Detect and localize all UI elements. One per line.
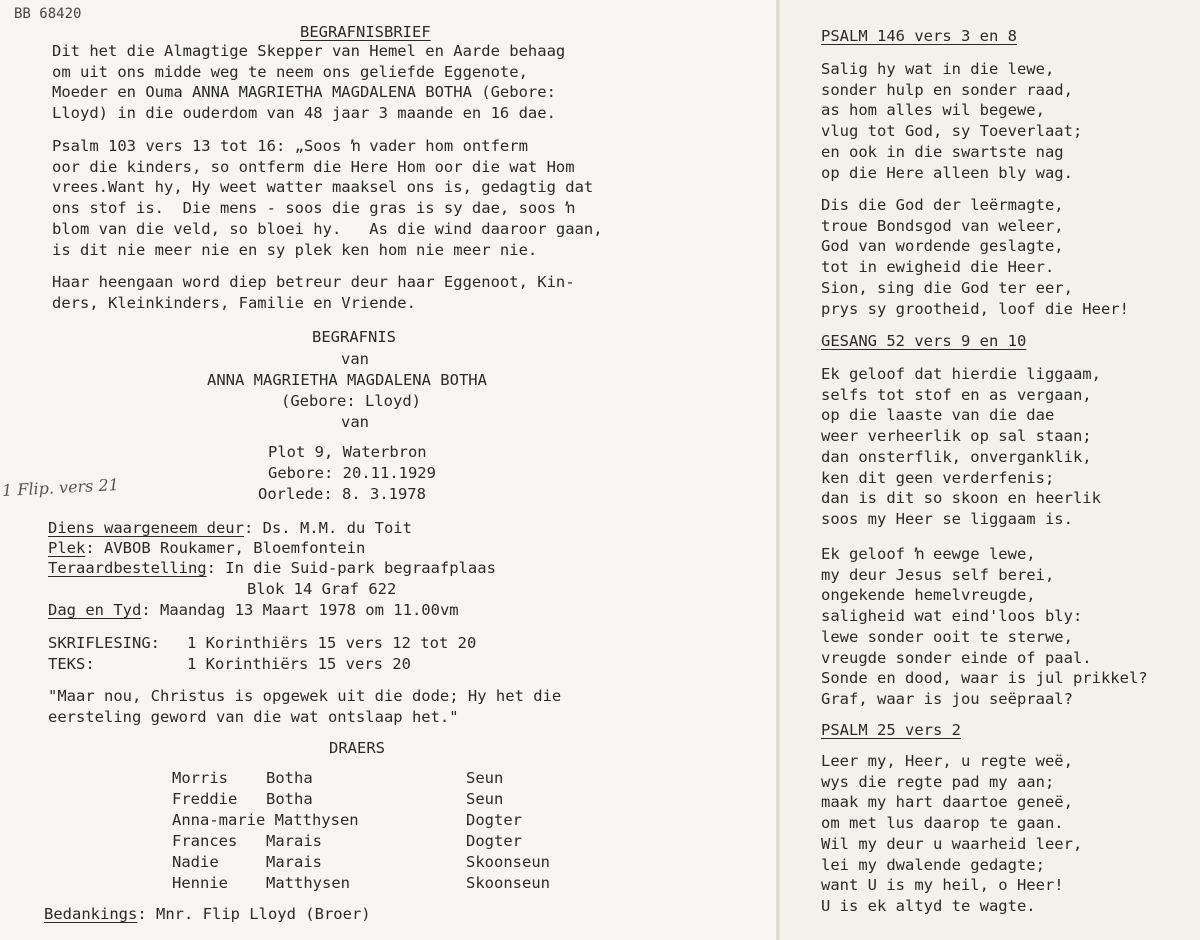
reading-value: 1 Korinthiërs 15 vers 12 tot 20: [187, 634, 477, 652]
datetime-label: Dag en Tyd: [48, 601, 142, 619]
bearer-relation: Seun: [466, 790, 504, 808]
place-label: Plek: [48, 539, 86, 557]
hymn-stanza: Ek geloof dat hierdie liggaam, selfs tot stof en as vergaan, op die laaste van die dae weer verheerlik op sal staan; dan onsterflik, onverganklik, ken dit geen verderfenis; dan is dit so skoon en heerlik soos my Heer se liggaam is.: [821, 365, 1101, 528]
bearer-last-name: Botha: [266, 769, 313, 787]
bearer-relation: Skoonseun: [466, 853, 550, 871]
thanks-label: Bedankings: [44, 905, 138, 923]
datetime-line: [48, 600, 459, 620]
handwritten-note: 1 Flip. vers 21: [1, 474, 120, 501]
hymn-stanza: Dis die God der leërmagte, troue Bondsgod van weleer, God van wordende geslagte, tot in ewigheid die Heer. Sion, sing die God ter eer, prys sy grootheid, loof die Heer!: [821, 196, 1129, 318]
funeral-title: BEGRAFNIS: [312, 328, 396, 346]
bearer-last-name: Marais: [266, 832, 322, 850]
bearer-first-name: Morris: [172, 769, 228, 787]
burial-value: : In die Suid-park begraafplaas: [206, 559, 496, 577]
bearer-first-name: Freddie: [172, 790, 238, 808]
reading-label: SKRIFLESING:: [48, 634, 160, 652]
hymn-stanza: Salig hy wat in die lewe, sonder hulp en sonder raad, as hom alles wil begewe, vlug tot God, sy Toeverlaat; en ook in die swartste nag op die Here alleen bly wag.: [821, 60, 1083, 182]
psalm-quote-paragraph: Psalm 103 vers 13 tot 16: „Soos ŉ vader hom ontferm oor die kinders, so ontferm die Here Hom oor die wat Hom vrees.Want hy, Hy weet watter maaksel ons is, gedagtig dat ons stof is. Die mens - soos die gras is sy dae, soos ŉ blom van die veld, so bloei hy. As die wind daaroor gaan, is dit nie meer nie en sy plek ken hom nie meer nie.: [52, 137, 603, 259]
bearer-row: [172, 873, 550, 894]
bearer-row: [172, 810, 550, 831]
text-value: 1 Korinthiërs 15 vers 20: [187, 655, 411, 673]
bearer-first-name: Hennie: [172, 874, 228, 892]
document-id: BB 68420: [14, 6, 82, 22]
burial-plot: Blok 14 Graf 622: [247, 580, 397, 598]
van-text: van: [341, 350, 369, 368]
scripture-quote: "Maar nou, Christus is opgewek uit die dode; Hy het die eersteling geword van die wat ontslaap het.": [48, 687, 562, 726]
bearer-last-name: Matthysen: [266, 874, 350, 892]
bearers-title: DRAERS: [329, 739, 385, 757]
bearer-relation: Dogter: [466, 832, 522, 850]
burial-label: Teraardbestelling: [48, 559, 207, 577]
datetime-value: : Maandag 13 Maart 1978 om 11.00vm: [141, 601, 459, 619]
mourners-paragraph: Haar heengaan word diep betreur deur haar Eggenoot, Kin- ders, Kleinkinders, Familie en Vriende.: [52, 273, 575, 312]
bearer-relation: Skoonseun: [466, 874, 550, 892]
bearer-relation: Dogter: [466, 811, 522, 829]
deceased-name: ANNA MAGRIETHA MAGDALENA BOTHA: [207, 371, 487, 389]
hymn-title-psalm-25: PSALM 25 vers 2: [821, 721, 961, 739]
bearer-last-name: Botha: [266, 790, 313, 808]
bearer-row: [172, 789, 550, 810]
thanks-line: [44, 904, 371, 924]
address: Plot 9, Waterbron: [268, 443, 427, 461]
bearer-first-name: Frances: [172, 832, 238, 850]
death-date: Oorlede: 8. 3.1978: [258, 485, 426, 503]
place-line: [48, 538, 365, 558]
bearers-table: [172, 768, 550, 894]
bearer-first-name: Nadie: [172, 853, 219, 871]
hymn-title-gesang-52: GESANG 52 vers 9 en 10: [821, 332, 1027, 350]
maiden-name: (Gebore: Lloyd): [281, 392, 421, 410]
bearer-last-name: Marais: [266, 853, 322, 871]
page-fold: [776, 0, 780, 940]
hymn-stanza: Leer my, Heer, u regte weë, wys die regte pad my aan; maak my hart daartoe geneë, om met lus daarop te gaan. Wil my deur u waarheid leer, lei my dwalende gedagte; want U is my heil, o Heer! U is ek altyd te wagte.: [821, 752, 1083, 915]
service-value: : Ds. M.M. du Toit: [243, 519, 412, 537]
bearer-row: [172, 768, 550, 789]
intro-paragraph: Dit het die Almagtige Skepper van Hemel en Aarde behaag om uit ons midde weg te neem ons geliefde Eggenote, Moeder en Ouma ANNA MAGRIETHA MAGDALENA BOTHA (Gebore: Lloyd) in die ouderdom van 48 jaar 3 maande en 16 dae.: [52, 42, 566, 123]
birth-date: Gebore: 20.11.1929: [268, 464, 436, 482]
van-text-2: van: [341, 413, 369, 431]
hymn-title-psalm-146: PSALM 146 vers 3 en 8: [821, 27, 1017, 45]
place-value: : AVBOB Roukamer, Bloemfontein: [85, 539, 366, 557]
bearer-row: [172, 852, 550, 873]
bearer-relation: Seun: [466, 769, 504, 787]
thanks-value: : Mnr. Flip Lloyd (Broer): [137, 905, 371, 923]
service-line: [48, 518, 412, 538]
bearer-row: [172, 831, 550, 852]
burial-line: [48, 558, 496, 578]
service-label: Diens waargeneem deur: [48, 519, 244, 537]
bearer-first-name: Anna-marie Matthysen: [172, 811, 359, 829]
text-label: TEKS:: [48, 655, 95, 673]
letter-heading: BEGRAFNISBRIEF: [300, 23, 431, 41]
hymn-stanza: Ek geloof ŉ eewge lewe, my deur Jesus self berei, ongekende hemelvreugde, saligheid wat eind'loos bly: lewe sonder ooit te sterwe, vreugde sonder einde of paal. Sonde en dood, waar is jul prikkel? Graf, waar is jou seëpraal?: [821, 545, 1148, 708]
